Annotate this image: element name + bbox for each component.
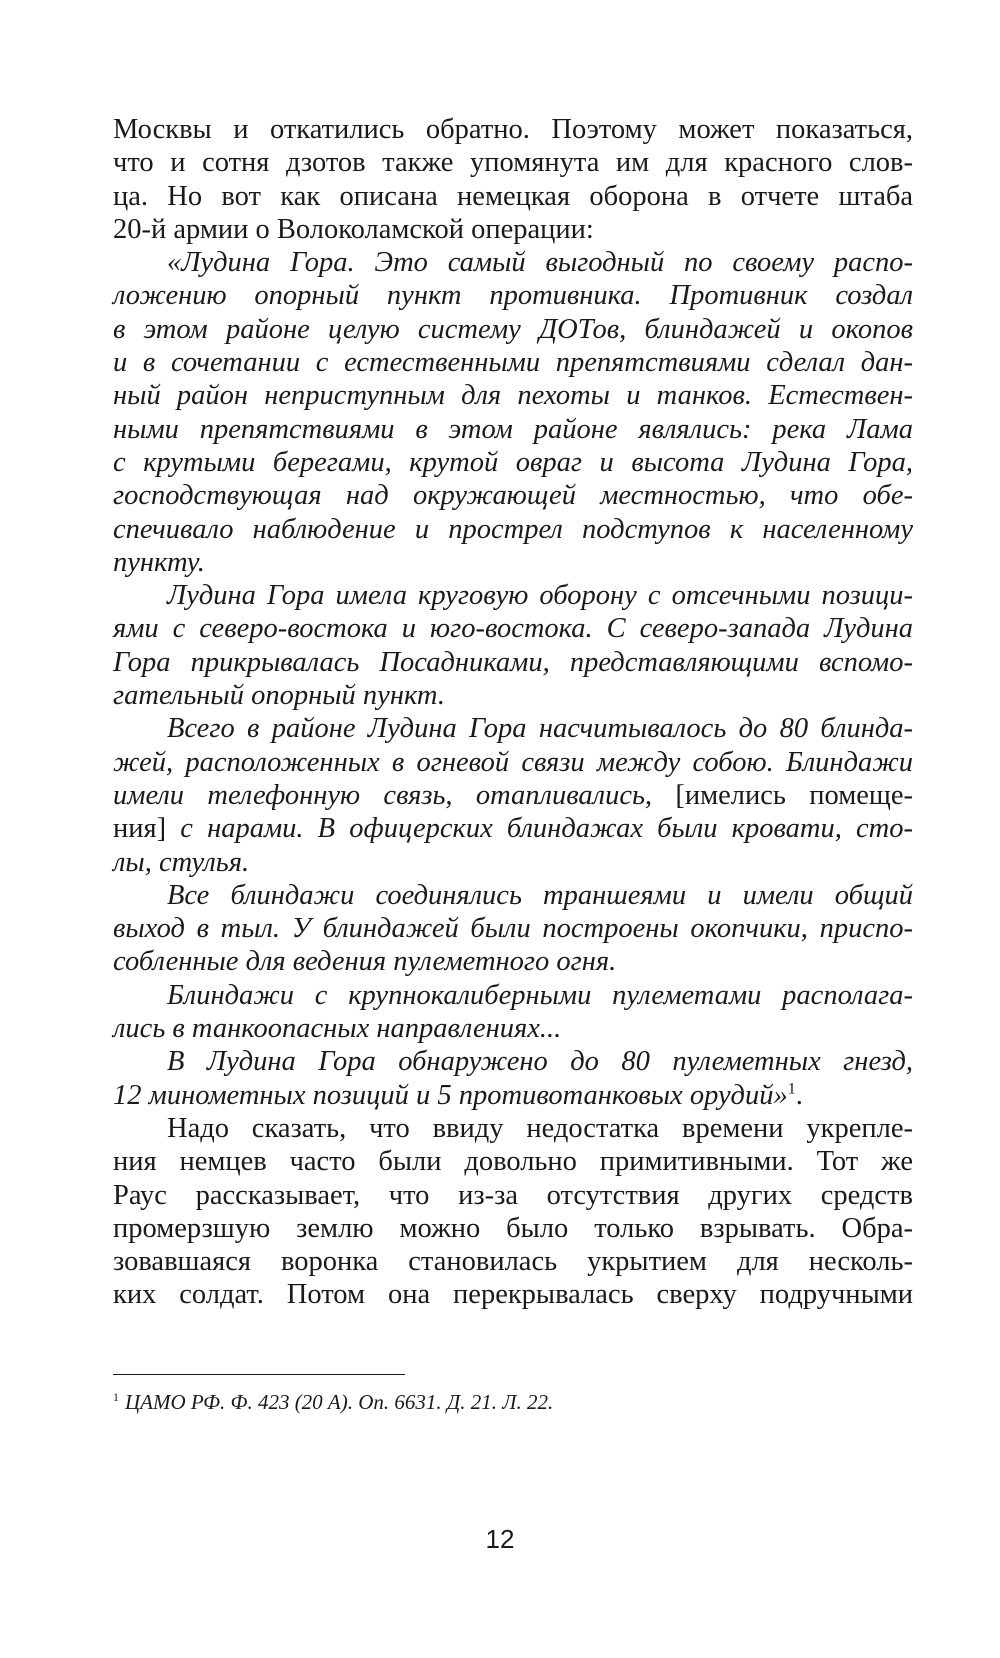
text-line: промерзшую землю можно было только взрывать. Обра- bbox=[113, 1212, 913, 1244]
text-line: лы, стулья. bbox=[113, 846, 250, 878]
quote-paragraph-2 bbox=[113, 579, 913, 712]
text-line: ями с северо-востока и юго-востока. С северо-запада Лудина bbox=[113, 613, 913, 645]
text-line: Все блиндажи соединялись траншеями и имели общий bbox=[167, 879, 913, 911]
editorial-insert: [имелись помеще- bbox=[652, 779, 913, 811]
editorial-insert: ния] bbox=[113, 813, 167, 845]
page-number: 12 bbox=[485, 1524, 515, 1554]
text-line-mixed bbox=[113, 812, 913, 845]
text-line: Москвы и откатились обратно. Поэтому может показаться, bbox=[113, 114, 913, 145]
quote-paragraph-3 bbox=[113, 712, 913, 878]
footnote-divider bbox=[113, 1374, 405, 1375]
footnote bbox=[113, 1390, 553, 1415]
text-line: спечивало наблюдение и прострел подступов к населенному bbox=[113, 513, 913, 545]
quote-paragraph-1 bbox=[113, 246, 913, 579]
quote-block bbox=[113, 246, 913, 1112]
italic-segment: с нарами. В офицерских блиндажах были кровати, сто- bbox=[166, 813, 913, 845]
text-line: жей, расположенных в огневой связи между собою. Блиндажи bbox=[113, 746, 913, 778]
paragraph-intro bbox=[113, 113, 913, 246]
text-line: Надо сказать, что ввиду недостатка времени укрепле- bbox=[167, 1112, 913, 1144]
quote-paragraph-5 bbox=[113, 979, 913, 1046]
text-line: Раус рассказывает, что из-за отсутствия других средств bbox=[113, 1179, 913, 1211]
text-line-mixed bbox=[113, 779, 913, 812]
text-line: ными препятствиями в этом районе являлись: река Лама bbox=[113, 413, 913, 445]
text-line: Гора прикрывалась Посадниками, представляющими вспомо- bbox=[113, 646, 913, 678]
italic-segment: 12 минометных позиций и 5 противотанковых орудий» bbox=[113, 1079, 788, 1111]
page-body bbox=[113, 113, 913, 1312]
paragraph-closing bbox=[113, 1112, 913, 1312]
text-line: с крутыми берегами, крутой овраг и высота Лудина Гора, bbox=[113, 446, 913, 478]
text-line: Лудина Гора имела круговую оборону с отсечными позици- bbox=[167, 580, 913, 612]
text-line: 20-й армии о Волоколамской операции: bbox=[113, 213, 594, 245]
period: . bbox=[795, 1079, 803, 1111]
text-line: Всего в районе Лудина Гора насчитывалось до 80 блинда- bbox=[167, 713, 913, 745]
text-line: что и сотня дзотов также упомянута им для красного слов- bbox=[113, 147, 913, 179]
italic-segment: имели телефонную связь, отапливались, bbox=[113, 779, 653, 811]
quote-paragraph-6 bbox=[113, 1045, 913, 1112]
footnote-mark: 1 bbox=[113, 1390, 119, 1404]
text-line: и в сочетании с естественными препятствиями сделал дан- bbox=[113, 347, 913, 379]
text-line: В Лудина Гора обнаружено до 80 пулеметных гнезд, bbox=[167, 1046, 913, 1078]
text-line: выход в тыл. У блиндажей были построены окопчики, приспо- bbox=[113, 913, 913, 945]
text-line: собленные для ведения пулеметного огня. bbox=[113, 946, 617, 978]
text-line: «Лудина Гора. Это самый выгодный по своему распо- bbox=[167, 247, 913, 279]
footnote-text: ЦАМО РФ. Ф. 423 (20 А). Оп. 6631. Д. 21. Л. 22. bbox=[125, 1390, 554, 1414]
text-line: пункту. bbox=[113, 546, 205, 578]
quote-paragraph-4 bbox=[113, 879, 913, 979]
text-line: Блиндажи с крупнокалиберными пулеметами располага- bbox=[167, 979, 913, 1011]
text-line: ложению опорный пункт противника. Противник создал bbox=[113, 280, 913, 312]
text-line: господствующая над окружающей местностью, что обе- bbox=[113, 480, 913, 512]
footnote-reference[interactable]: 1 bbox=[787, 1080, 796, 1098]
text-line: в этом районе целую систему ДОТов, блиндажей и окопов bbox=[113, 313, 913, 345]
text-line: гательный опорный пункт. bbox=[113, 680, 445, 712]
text-line: лись в танкоопасных направлениях... bbox=[113, 1013, 562, 1045]
text-line: зовавшаяся воронка становилась укрытием для несколь- bbox=[113, 1246, 913, 1278]
text-line-with-footnote-ref bbox=[113, 1079, 913, 1112]
text-line: ный район неприступным для пехоты и танков. Естествен- bbox=[113, 380, 913, 412]
text-line: ния немцев часто были довольно примитивными. Тот же bbox=[113, 1146, 913, 1178]
text-line: ца. Но вот как описана немецкая оборона в отчете штаба bbox=[113, 180, 913, 212]
text-line: ких солдат. Потом она перекрывалась сверху подручными bbox=[113, 1279, 913, 1311]
